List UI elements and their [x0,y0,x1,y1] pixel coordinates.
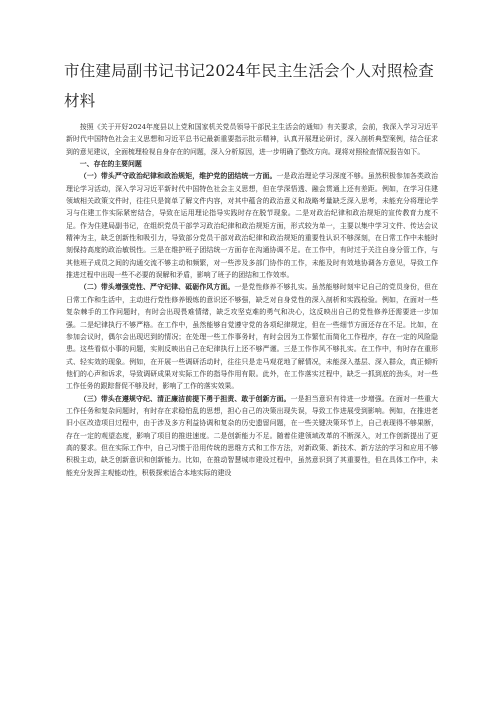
intro-paragraph: 按照《关于开好2024年度县以上党和国家机关党员领导干部民主生活会的通知》有关要求，会前，我深入学习习近平新时代中国特色社会主义思想和习近平总书记最新重要指示批示精神，认真开展理论研讨，深入剖析典型案例，结合征求到的意见建议，全面梳理检视自身存在的问题，深入分析原因，进一步明确了整改方向。现将对照检查情况报告如下。 [66,123,438,156]
document-body [66,121,438,479]
part1-text: 一是政治理论学习深度不够。虽然积极参加各类政治理论学习活动，深入学习习近平新时代中国特色社会主义思想，但在学深悟透、融会贯通上还有差距。例如，在学习住建领域相关政策文件时，往往只是简单了解文件内容，对其中蕴含的政治意义和战略考量缺乏深入思考，未能充分将理论学习与住建工作实际紧密结合，导致在运用理论指导实践时存在脱节现象。二是对政治纪律和政治规矩的宣传教育力度不足。作为住建局副书记，在组织党员干部学习政治纪律和政治规矩方面，形式较为单一，主要以集中学习文件、传达会议精神为主，缺乏创新性和吸引力，导致部分党员干部对政治纪律和政治规矩的重要性认识不够深刻，在日常工作中未能时刻保持高度的政治敏锐性。三是在维护班子团结统一方面存在沟通协调不足。在工作中，有时过于关注自身分管工作，与其他班子成员之间的沟通交流不够主动和频繁，对一些涉及多部门协作的工作，未能及时有效地协调各方意见，导致工作推进过程中出现一些不必要的误解和矛盾，影响了班子的团结和工作效率。 [66,172,438,280]
subheading-part3: （三）带头在遵规守纪、清正廉洁前提下勇于担责、敢于创新方面。 [79,394,291,403]
paragraph-part2 [66,281,438,392]
document-title: 市住建局副书记书记2024年民主生活会个人对照检查材料 [64,62,434,110]
subheading-part1: （一）带头严守政治纪律和政治规矩，维护党的团结统一方面。 [79,172,277,181]
section-heading: 一、存在的主要问题 [79,160,142,169]
subheading-part2: （二）带头增强党性、严守纪律、砥砺作风方面。 [79,283,235,292]
part3-text: 一是担当意识有待进一步增强。在面对一些重大工作任务和复杂问题时，有时存在求稳怕乱的思想，担心自己的决策出现失误，导致工作进展受到影响。例如，在推进老旧小区改造项目过程中，由于涉及多方利益协调和复杂的历史遗留问题，在一些关键决策环节上，自己表现得不够果断，存在一定的观望态度，影响了项目的推进速度。二是创新能力不足。随着住建领域改革的不断深入，对工作创新提出了更高的要求。但在实际工作中，自己习惯于沿用传统的思维方式和工作方法，对新政策、新技术、新方法的学习和应用不够积极主动，缺乏创新意识和创新能力。比如，在推动智慧城市建设过程中，虽然意识到了其重要性，但在具体工作中，未能充分发挥主观能动性，积极探索适合本地实际的建设 [66,394,439,477]
paragraph-part3 [66,393,438,479]
part2-text: 一是党性修养不够扎实。虽然能够时刻牢记自己的党员身份，但在日常工作和生活中，主动进行党性修养锻炼的意识还不够强，缺乏对自身党性的深入剖析和实践检验。例如，在面对一些复杂棘手的工作问题时，有时会出现畏难情绪，缺乏攻坚克难的勇气和决心，这反映出自己的党性修养还需要进一步加强。二是纪律执行不够严格。在工作中，虽然能够自觉遵守党的各项纪律规定，但在一些细节方面还存在不足。比如，在参加会议时，偶尔会出现迟到的情况；在处理一些工作事务时，有时会因为工作繁忙而简化工作程序，存在一定的风险隐患。这些看似小事的问题，实则反映出自己在纪律执行上还不够严谨。三是工作作风不够扎实。在工作中，有时存在重形式、轻实效的现象。例如，在开展一些调研活动时，往往只是走马观花地了解情况，未能深入基层、深入群众，真正倾听他们的心声和诉求，导致调研成果对实际工作的指导作用有限。此外，在工作落实过程中，缺乏一抓到底的劲头，对一些工作任务的跟踪督促不够及时，影响了工作的落实效果。 [66,283,438,391]
paragraph-part1 [66,170,438,281]
